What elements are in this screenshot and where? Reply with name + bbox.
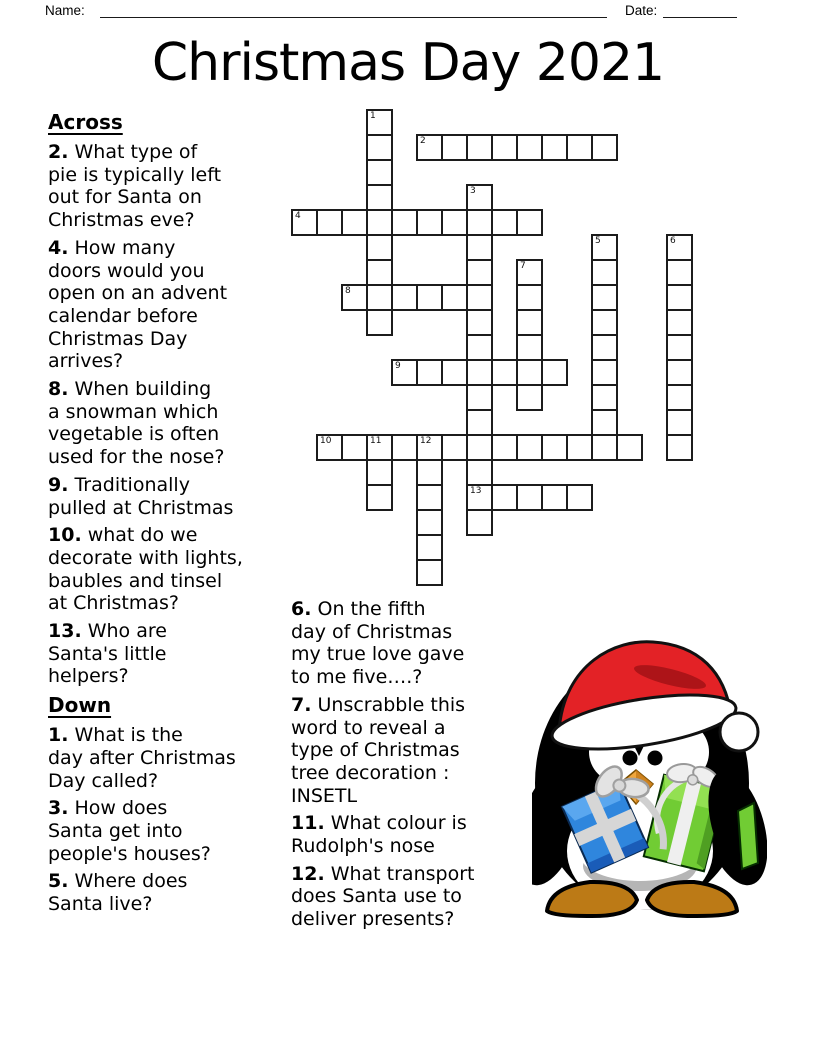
grid-cell — [666, 409, 693, 436]
down-heading: Down — [48, 693, 112, 718]
down-clue-list-left — [48, 724, 294, 916]
grid-cell — [591, 259, 618, 286]
grid-cell — [416, 534, 443, 561]
grid-cell — [666, 309, 693, 336]
clue-4: 4. How many doors would you open on an advent calendar before Christmas Day arrives? — [48, 236, 228, 373]
grid-cell — [466, 484, 493, 511]
grid-cell — [591, 134, 618, 161]
clue-number: 6. — [291, 598, 312, 620]
grid-cell — [466, 409, 493, 436]
grid-cell — [366, 109, 393, 136]
cell-number: 12 — [420, 436, 432, 446]
grid-cell — [491, 134, 518, 161]
grid-cell — [416, 284, 443, 311]
clue-number: 7. — [291, 693, 312, 716]
grid-cell — [366, 259, 393, 286]
grid-cell — [666, 259, 693, 286]
grid-cell — [466, 184, 493, 211]
clue-2: 2. What type of pie is typically left out for Santa on Christmas eve? — [48, 141, 222, 232]
clue-number: 9. — [48, 473, 69, 496]
grid-cell — [666, 234, 693, 261]
grid-cell — [366, 159, 393, 186]
grid-cell — [541, 434, 568, 461]
clue-number: 2. — [48, 141, 69, 163]
grid-cell — [616, 434, 643, 461]
grid-cell — [491, 484, 518, 511]
clue-number: 10. — [48, 524, 82, 547]
down-clue-list-middle — [291, 598, 531, 931]
grid-cell — [516, 334, 543, 361]
grid-cell — [666, 359, 693, 386]
grid-cell — [466, 284, 493, 311]
grid-cell — [416, 459, 443, 486]
penguin-eye-left — [623, 751, 638, 766]
grid-cell — [466, 334, 493, 361]
penguin-foot-left — [547, 882, 637, 916]
grid-cell — [366, 459, 393, 486]
grid-cell — [316, 209, 343, 236]
grid-cell — [666, 334, 693, 361]
clue-number: 3. — [48, 797, 69, 820]
page-title: Christmas Day 2021 — [151, 33, 665, 93]
green-present-edge — [738, 803, 758, 869]
grid-cell — [366, 484, 393, 511]
grid-cell — [391, 284, 418, 311]
grid-cell — [666, 434, 693, 461]
grid-cell — [466, 309, 493, 336]
grid-cell — [341, 434, 368, 461]
name-blank-line — [100, 17, 607, 18]
grid-cell — [516, 309, 543, 336]
grid-cell — [466, 234, 493, 261]
grid-cell — [591, 284, 618, 311]
clue-8: 8. When building a snowman which vegetable is often used for the nose? — [48, 378, 225, 469]
grid-cell — [591, 359, 618, 386]
clues-column-left — [48, 110, 294, 921]
grid-cell — [391, 434, 418, 461]
grid-cell — [291, 209, 318, 236]
cell-number: 1 — [370, 111, 376, 121]
grid-cell — [341, 209, 368, 236]
cell-number: 3 — [470, 186, 476, 196]
grid-cell — [441, 134, 468, 161]
grid-cell — [516, 434, 543, 461]
grid-cell — [466, 384, 493, 411]
grid-cell — [416, 559, 443, 586]
grid-cell — [441, 209, 468, 236]
grid-cell — [391, 359, 418, 386]
grid-cell — [566, 134, 593, 161]
grid-cell — [591, 234, 618, 261]
clue-6: 6. On the fifth day of Christmas my true love gave to me five….? — [291, 598, 465, 689]
grid-cell — [366, 284, 393, 311]
cell-number: 13 — [470, 486, 482, 496]
grid-cell — [366, 309, 393, 336]
clue-number: 11. — [291, 812, 325, 835]
cell-number: 11 — [370, 436, 382, 446]
grid-cell — [441, 359, 468, 386]
clue-number: 12. — [291, 862, 325, 885]
grid-cell — [666, 384, 693, 411]
clue-9: 9. Traditionally pulled at Christmas — [48, 473, 234, 519]
grid-cell — [566, 484, 593, 511]
clue-10: 10. what do we decorate with lights, baubles and tinsel at Christmas? — [48, 524, 243, 615]
cell-number: 7 — [520, 261, 526, 271]
grid-cell — [541, 484, 568, 511]
grid-cell — [466, 459, 493, 486]
grid-cell — [416, 434, 443, 461]
cell-number: 10 — [320, 436, 332, 446]
grid-cell — [466, 259, 493, 286]
clue-12: 12. What transport does Santa use to deliver presents? — [291, 862, 475, 931]
grid-cell — [666, 284, 693, 311]
grid-cell — [416, 134, 443, 161]
grid-cell — [416, 509, 443, 536]
grid-cell — [441, 284, 468, 311]
across-clue-list — [48, 141, 294, 688]
cell-number: 6 — [670, 236, 676, 246]
grid-cell — [366, 134, 393, 161]
grid-cell — [341, 284, 368, 311]
cell-number: 9 — [395, 361, 401, 371]
grid-cell — [516, 484, 543, 511]
grid-cell — [591, 409, 618, 436]
grid-cell — [516, 209, 543, 236]
grid-cell — [316, 434, 343, 461]
grid-cell — [541, 359, 568, 386]
date-blank-line — [663, 17, 737, 18]
grid-cell — [516, 259, 543, 286]
clue-1: 1. What is the day after Christmas Day called? — [48, 724, 236, 792]
grid-cell — [366, 234, 393, 261]
grid-cell — [491, 434, 518, 461]
grid-cell — [466, 134, 493, 161]
grid-cell — [516, 359, 543, 386]
clue-5: 5. Where does Santa live? — [48, 870, 188, 916]
grid-cell — [566, 434, 593, 461]
date-label: Date: — [625, 3, 658, 18]
grid-cell — [491, 359, 518, 386]
clue-number: 8. — [48, 378, 69, 401]
grid-cell — [366, 184, 393, 211]
clue-7: 7. Unscrabble this word to reveal a type of Christmas tree decoration : INSETL — [291, 693, 466, 807]
clue-13: 13. Who are Santa's little helpers? — [48, 620, 167, 688]
clue-number: 1. — [48, 724, 69, 747]
grid-cell — [416, 484, 443, 511]
grid-cell — [466, 509, 493, 536]
grid-cell — [366, 434, 393, 461]
grid-cell — [591, 434, 618, 461]
grid-cell — [591, 309, 618, 336]
name-label: Name: — [45, 3, 85, 18]
cell-number: 4 — [295, 211, 301, 221]
grid-cell — [516, 384, 543, 411]
grid-cell — [416, 209, 443, 236]
crossword-grid — [292, 110, 712, 610]
grid-cell — [466, 209, 493, 236]
grid-cell — [591, 384, 618, 411]
clue-number: 5. — [48, 870, 69, 893]
grid-cell — [441, 434, 468, 461]
grid-cell — [391, 209, 418, 236]
clue-11: 11. What colour is Rudolph's nose — [291, 812, 467, 858]
grid-cell — [466, 359, 493, 386]
clue-3: 3. How does Santa get into people's houses? — [48, 797, 211, 865]
cell-number: 8 — [345, 286, 351, 296]
santa-hat-pompom — [720, 713, 758, 751]
cell-number: 2 — [420, 136, 426, 146]
clue-number: 4. — [48, 236, 69, 259]
grid-cell — [591, 334, 618, 361]
grid-cell — [491, 209, 518, 236]
grid-cell — [541, 134, 568, 161]
penguin-illustration — [532, 625, 767, 935]
grid-cell — [366, 209, 393, 236]
clue-number: 13. — [48, 620, 82, 643]
grid-cell — [416, 359, 443, 386]
grid-cell — [516, 284, 543, 311]
grid-cell — [516, 134, 543, 161]
clues-column-middle — [291, 598, 531, 936]
penguin-eye-right — [648, 751, 663, 766]
across-heading: Across — [48, 110, 123, 134]
penguin-foot-right — [647, 882, 737, 916]
cell-number: 5 — [595, 236, 601, 246]
grid-cell — [466, 434, 493, 461]
